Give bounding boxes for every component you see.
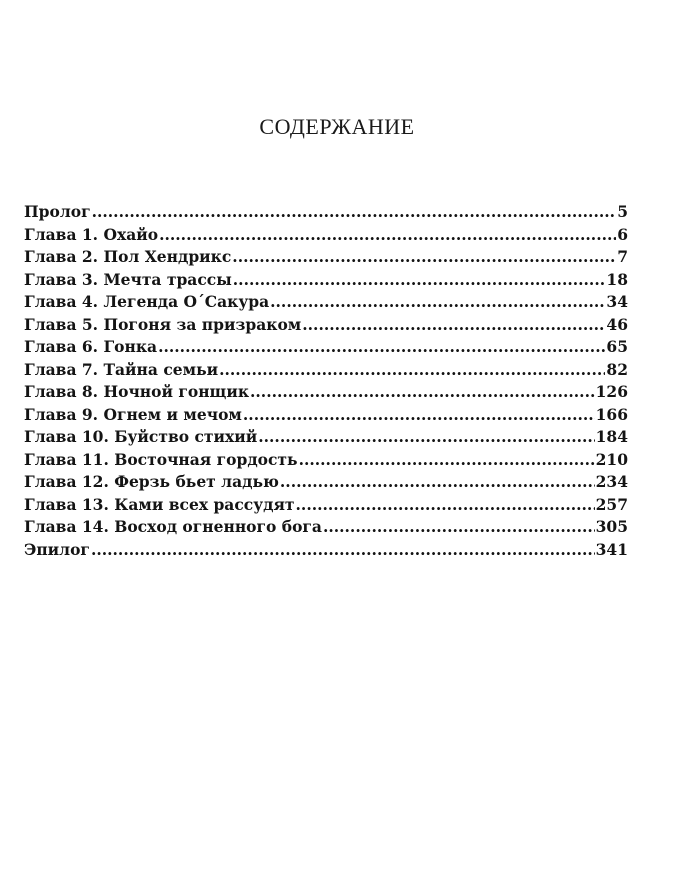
toc-entry-page-number: 210 xyxy=(595,449,628,469)
toc-entry xyxy=(24,225,628,248)
toc-entry-title: Пролог xyxy=(24,202,91,221)
toc-dot-leader xyxy=(299,450,595,469)
toc-entry xyxy=(24,270,628,293)
toc-dot-leader xyxy=(250,382,595,401)
toc-dot-leader xyxy=(323,517,595,536)
toc-entry-title: Глава 5. Погоня за призраком xyxy=(24,314,302,334)
toc-entry xyxy=(24,540,628,563)
toc-entry-page-number: 46 xyxy=(606,314,628,334)
toc-entry-title: Глава 2. Пол Хендрикс xyxy=(24,247,232,266)
toc-dot-leader xyxy=(302,315,605,334)
toc-entry-title: Глава 12. Ферзь бьет ладью xyxy=(24,472,279,491)
toc-dot-leader xyxy=(159,225,616,244)
toc-entry xyxy=(24,292,628,315)
toc-dot-leader xyxy=(296,495,595,514)
toc-entry-title: Глава 3. Мечта трассы xyxy=(24,269,232,289)
toc-entry-title: Глава 7. Тайна семьи xyxy=(24,359,219,379)
toc-dot-leader xyxy=(91,540,595,559)
toc-entry-page-number: 65 xyxy=(606,337,628,356)
toc-dot-leader xyxy=(232,247,616,266)
toc-entry-page-number: 166 xyxy=(595,404,628,424)
toc-entry-page-number: 82 xyxy=(606,359,628,379)
toc-entry-page-number: 126 xyxy=(595,382,628,401)
toc-entry xyxy=(24,202,628,225)
toc-entry xyxy=(24,337,628,360)
toc-entry xyxy=(24,495,628,518)
toc-dot-leader xyxy=(219,360,605,379)
toc-entry-page-number: 257 xyxy=(595,494,628,514)
toc-dot-leader xyxy=(270,292,605,311)
toc-entry-page-number: 34 xyxy=(606,292,628,311)
toc-entry-title: Глава 4. Легенда О´Сакура xyxy=(24,292,270,311)
toc-entry xyxy=(24,360,628,383)
toc-entry-page-number: 6 xyxy=(617,224,628,244)
toc-entry-title: Глава 11. Восточная гордость xyxy=(24,449,298,469)
toc-dot-leader xyxy=(243,405,595,424)
toc-entry-title: Глава 9. Огнем и мечом xyxy=(24,404,242,424)
toc-entry-title: Глава 14. Восход огненного бога xyxy=(24,517,322,536)
toc-entry-page-number: 18 xyxy=(606,269,628,289)
toc-dot-leader xyxy=(233,270,606,289)
toc-entry xyxy=(24,247,628,270)
toc-dot-leader xyxy=(158,337,605,356)
toc-dot-leader xyxy=(92,202,617,221)
toc-entry xyxy=(24,472,628,495)
toc-entry xyxy=(24,517,628,540)
toc-dot-leader xyxy=(258,427,594,446)
toc-entry-page-number: 305 xyxy=(595,517,628,536)
toc-entry-title: Глава 8. Ночной гонщик xyxy=(24,382,250,401)
toc-entry-page-number: 234 xyxy=(595,472,628,491)
toc-entry-page-number: 7 xyxy=(617,247,628,266)
toc-entry xyxy=(24,450,628,473)
toc-entry xyxy=(24,405,628,428)
toc-entry-title: Глава 1. Охайо xyxy=(24,224,159,244)
toc-entry xyxy=(24,315,628,338)
toc-entry-page-number: 341 xyxy=(595,539,628,559)
toc-entry-title: Эпилог xyxy=(24,539,90,559)
table-of-contents xyxy=(24,202,628,562)
toc-entry xyxy=(24,427,628,450)
toc-entry-page-number: 5 xyxy=(617,202,628,221)
toc-dot-leader xyxy=(280,472,595,491)
toc-entry-title: Глава 13. Ками всех рассудят xyxy=(24,494,295,514)
toc-entry xyxy=(24,382,628,405)
toc-entry-title: Глава 6. Гонка xyxy=(24,337,158,356)
toc-entry-title: Глава 10. Буйство стихий xyxy=(24,427,258,446)
toc-entry-page-number: 184 xyxy=(595,427,628,446)
page-title: СОДЕРЖАНИЕ xyxy=(259,114,415,139)
